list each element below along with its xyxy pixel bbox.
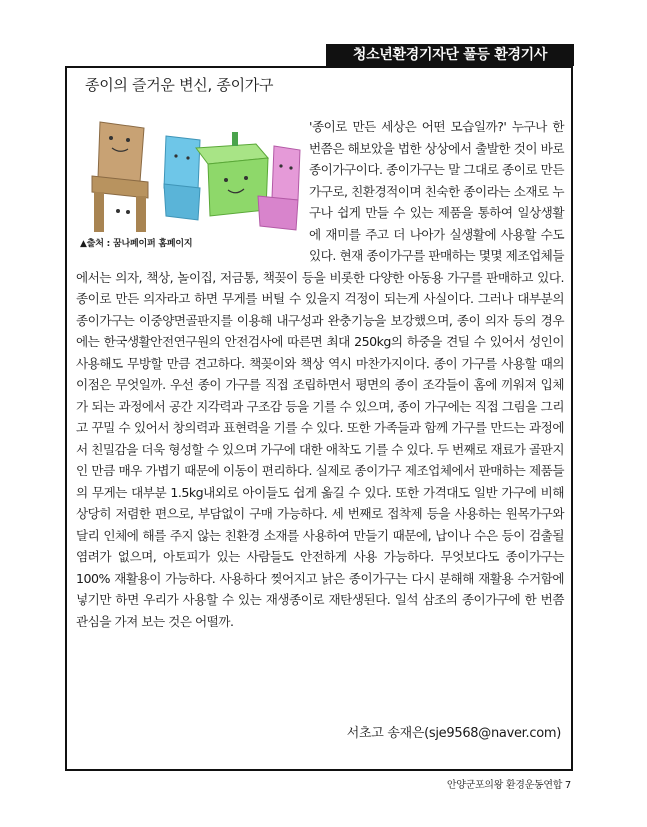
page-footer: 안양군포의왕 환경운동연합 7: [446, 780, 571, 791]
section-banner: 청소년환경기자단 풀등 환경기사: [326, 44, 574, 66]
blue-chair: [164, 136, 200, 220]
article-title: 종이의 즐거운 변신, 종이가구: [85, 76, 274, 94]
photo-caption: ▲출처 : 꿈나페이퍼 홈페이지: [80, 239, 193, 249]
article-author: 서초고 송재은(sje9568@naver.com): [346, 726, 561, 741]
article-body-text: '종이로 만든 세상은 어떤 모습일까?' 누구나 한 번쯤은 해보았을 법한 상상에서 출발한 것이 바로 종이가구이다. 종이가구는 말 그대로 종이로 만든 가구로, 친환경적이며 친숙한 종이라는 소재로 누구나 쉽게 만들 수 있는 제품을 통하여 일상생활에 재미를 주고 더 나아가 실생활에 사용할 수도 있다. 현재 종이가구를 판매하는 몇몇 제조업체들에서는 의자, 책상, 놀이집, 저금통, 책꽂이 등을 비롯한 다양한 아동용 가구를 판매하고 있다. 종이로 만든 의자라고 하면 무게를 버틸 수 있을지 걱정이 되는게 사실이다. 그러나 대부분의 종이가구는 이중양면골판지를 이용해 내구성과 완충기능을 보강했으며, 종이 의자 등의 경우에는 한국생활안전연구원의 안전검사에 따른면 최대 250kg의 하중을 견딜 수 있어서 성인이 사용해도 무방할 만큼 견고하다. 책꽂이와 책상 역시 마찬가지이다. 종이 가구를 사용할 때의 이점은 무엇일까. 우선 종이 가구를 직접 조립하면서 평면의 종이 조각들이 홈에 끼워져 입체가 되는 과정에서 공간 지각력과 구조감 등을 기를 수 있으며, 종이 가구에는 직접 그림을 그리고 꾸밀 수 있어서 창의력과 표현력을 기를 수 있다. 또한 가족들과 함께 가구를 만드는 과정에서 친밀감을 더욱 형성할 수 있으며 가구에 대한 애착도 기를 수 있다. 두 번째로 재료가 골판지인 만큼 매우 가볍기 때문에 이동이 편리하다. 실제로 종이가구 제조업체에서 판매하는 제품들의 무게는 대부분 1.5kg내외로 아이들도 쉽게 옮길 수 있다. 또한 가격대도 일반 가구에 비해 상당히 저렴한 편으로, 부담없이 구매 가능하다. 세 번째로 접착제 등을 사용하는 원목가구와 달리 인체에 해를 주지 않는 친환경 소재를 사용하여 만들기 때문에, 납이나 수은 등이 검출될 염려가 없으며, 아토피가 있는 사람들도 안전하게 사용 가능하다. 무엇보다도 종이가구는 100% 재활용이 가능하다. 사용하다 찢어지고 낡은 종이가구는 다시 분해해 재활용 수거함에 넣기만 하면 우리가 사용할 수 있는 재생종이로 재탄생된다. 일석 삼조의 종이가구에 한 번쯤 관심을 가져 보는 것은 어떨까.: [76, 119, 564, 629]
green-table: [196, 132, 268, 216]
cardboard-chair: [92, 122, 148, 232]
paper-furniture-photo: [78, 118, 304, 236]
